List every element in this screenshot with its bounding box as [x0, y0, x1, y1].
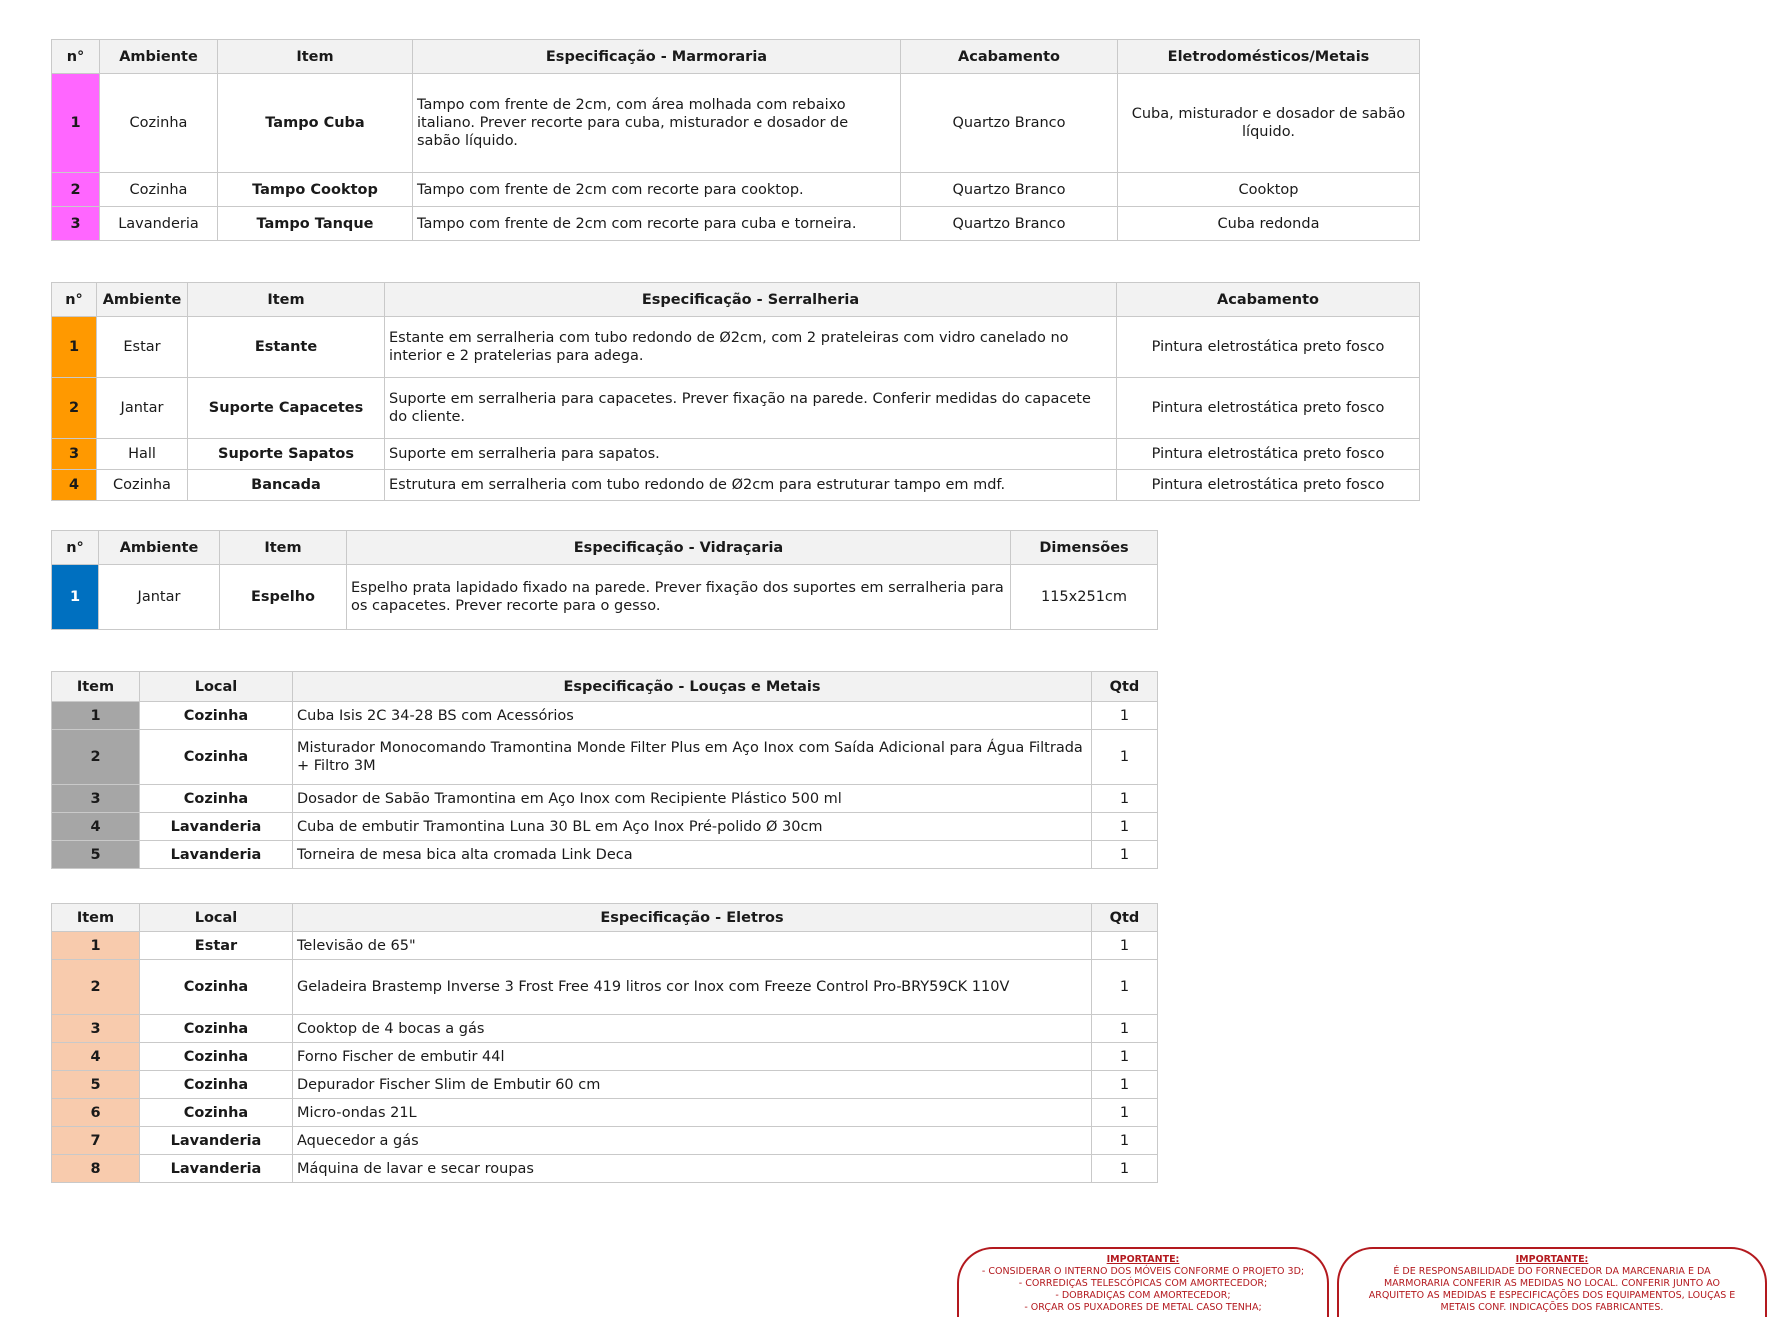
acabamento-cell: Pintura eletrostática preto fosco	[1117, 470, 1420, 501]
item-number: 3	[52, 785, 140, 813]
item-cell: Tampo Tanque	[218, 207, 413, 241]
table-row	[52, 1099, 1158, 1127]
acabamento-cell: Quartzo Branco	[901, 173, 1118, 207]
header-especificacao: Especificação - Louças e Metais	[293, 672, 1092, 702]
table-row	[52, 173, 1420, 207]
header-n: n°	[52, 40, 100, 74]
header-ambiente: Ambiente	[99, 531, 220, 565]
table-row	[52, 74, 1420, 173]
local-cell: Cozinha	[140, 785, 293, 813]
spec-cell: Tampo com frente de 2cm, com área molhada com rebaixo italiano. Prever recorte para cuba, misturador e dosador de sabão líquido.	[413, 74, 901, 173]
qtd-cell: 1	[1092, 1127, 1158, 1155]
table-row	[52, 813, 1158, 841]
ambiente-cell: Estar	[97, 317, 188, 378]
local-cell: Lavanderia	[140, 813, 293, 841]
local-cell: Cozinha	[140, 1015, 293, 1043]
spec-cell: Geladeira Brastemp Inverse 3 Frost Free 419 litros cor Inox com Freeze Control Pro-BRY59CK 110V	[293, 960, 1092, 1015]
qtd-cell: 1	[1092, 1015, 1158, 1043]
note-line: - CORREDIÇAS TELESCÓPICAS COM AMORTECEDOR;	[1018, 1278, 1268, 1289]
header-acabamento: Acabamento	[1117, 283, 1420, 317]
qtd-cell: 1	[1092, 813, 1158, 841]
table-row	[52, 1043, 1158, 1071]
qtd-cell: 1	[1092, 1071, 1158, 1099]
local-cell: Cozinha	[140, 1099, 293, 1127]
spec-cell: Aquecedor a gás	[293, 1127, 1092, 1155]
spec-cell: Suporte em serralheria para sapatos.	[385, 439, 1117, 470]
spec-cell: Micro-ondas 21L	[293, 1099, 1092, 1127]
header-item: Item	[52, 672, 140, 702]
table-header-row	[52, 672, 1158, 702]
local-cell: Cozinha	[140, 730, 293, 785]
local-cell: Lavanderia	[140, 1127, 293, 1155]
table-row	[52, 841, 1158, 869]
item-cell: Tampo Cuba	[218, 74, 413, 173]
acabamento-cell: Quartzo Branco	[901, 207, 1118, 241]
row-number: 2	[52, 173, 100, 207]
vidracaria-table	[51, 530, 1158, 630]
acabamento-cell: Pintura eletrostática preto fosco	[1117, 378, 1420, 439]
ambiente-cell: Cozinha	[100, 173, 218, 207]
ambiente-cell: Jantar	[99, 565, 220, 630]
note-line: ARQUITETO AS MEDIDAS E ESPECIFICAÇÕES DOS EQUIPAMENTOS, LOUÇAS E	[1368, 1290, 1736, 1301]
header-item: Item	[220, 531, 347, 565]
spec-cell: Tampo com frente de 2cm com recorte para cuba e torneira.	[413, 207, 901, 241]
item-number: 3	[52, 1015, 140, 1043]
table-row	[52, 565, 1158, 630]
note-line: É DE RESPONSABILIDADE DO FORNECEDOR DA MARCENARIA E DA	[1393, 1266, 1711, 1277]
table-row	[52, 932, 1158, 960]
qtd-cell: 1	[1092, 702, 1158, 730]
qtd-cell: 1	[1092, 730, 1158, 785]
local-cell: Lavanderia	[140, 1155, 293, 1183]
table-header-row	[52, 531, 1158, 565]
qtd-cell: 1	[1092, 932, 1158, 960]
header-ambiente: Ambiente	[100, 40, 218, 74]
header-item: Item	[52, 904, 140, 932]
table-row	[52, 1127, 1158, 1155]
table-row	[52, 960, 1158, 1015]
item-cell: Suporte Sapatos	[188, 439, 385, 470]
row-number: 3	[52, 439, 97, 470]
header-eletro-metais: Eletrodomésticos/Metais	[1118, 40, 1420, 74]
item-number: 4	[52, 1043, 140, 1071]
table-row	[52, 207, 1420, 241]
table-row	[52, 378, 1420, 439]
table-row	[52, 1071, 1158, 1099]
qtd-cell: 1	[1092, 785, 1158, 813]
spec-cell: Máquina de lavar e secar roupas	[293, 1155, 1092, 1183]
marmoraria-table	[51, 39, 1420, 241]
row-number: 2	[52, 378, 97, 439]
table-row	[52, 439, 1420, 470]
spec-cell: Espelho prata lapidado fixado na parede. Prever fixação dos suportes em serralheria para os capacetes. Prever recorte para o gesso.	[347, 565, 1011, 630]
table-header-row	[52, 283, 1420, 317]
header-qtd: Qtd	[1092, 904, 1158, 932]
ambiente-cell: Cozinha	[100, 74, 218, 173]
table-row	[52, 1015, 1158, 1043]
item-cell: Estante	[188, 317, 385, 378]
item-number: 5	[52, 841, 140, 869]
header-especificacao: Especificação - Serralheria	[385, 283, 1117, 317]
header-dimensoes: Dimensões	[1011, 531, 1158, 565]
item-number: 2	[52, 960, 140, 1015]
dimensoes-cell: 115x251cm	[1011, 565, 1158, 630]
qtd-cell: 1	[1092, 1099, 1158, 1127]
ambiente-cell: Lavanderia	[100, 207, 218, 241]
note-title: IMPORTANTE:	[1106, 1254, 1180, 1265]
row-number: 3	[52, 207, 100, 241]
local-cell: Estar	[140, 932, 293, 960]
header-especificacao: Especificação - Eletros	[293, 904, 1092, 932]
note-line: MARMORARIA CONFERIR AS MEDIDAS NO LOCAL. CONFERIR JUNTO AO	[1383, 1278, 1721, 1289]
item-number: 8	[52, 1155, 140, 1183]
spec-cell: Torneira de mesa bica alta cromada Link Deca	[293, 841, 1092, 869]
header-especificacao: Especificação - Vidraçaria	[347, 531, 1011, 565]
acabamento-cell: Quartzo Branco	[901, 74, 1118, 173]
row-number: 1	[52, 74, 100, 173]
header-n: n°	[52, 283, 97, 317]
table-row	[52, 317, 1420, 378]
header-item: Item	[218, 40, 413, 74]
item-cell: Tampo Cooktop	[218, 173, 413, 207]
header-local: Local	[140, 672, 293, 702]
table-row	[52, 470, 1420, 501]
local-cell: Cozinha	[140, 1043, 293, 1071]
item-cell: Suporte Capacetes	[188, 378, 385, 439]
note-line: - CONSIDERAR O INTERNO DOS MÓVEIS CONFORME O PROJETO 3D;	[981, 1266, 1305, 1277]
spec-cell: Misturador Monocomando Tramontina Monde Filter Plus em Aço Inox com Saída Adicional para Água Filtrada + Filtro 3M	[293, 730, 1092, 785]
ambiente-cell: Hall	[97, 439, 188, 470]
table-row	[52, 730, 1158, 785]
table-header-row	[52, 904, 1158, 932]
row-number: 1	[52, 317, 97, 378]
table-header-row	[52, 40, 1420, 74]
row-number: 1	[52, 565, 99, 630]
local-cell: Cozinha	[140, 702, 293, 730]
local-cell: Cozinha	[140, 1071, 293, 1099]
qtd-cell: 1	[1092, 1043, 1158, 1071]
item-cell: Espelho	[220, 565, 347, 630]
table-row	[52, 702, 1158, 730]
spec-cell: Cooktop de 4 bocas a gás	[293, 1015, 1092, 1043]
item-number: 6	[52, 1099, 140, 1127]
item-number: 1	[52, 932, 140, 960]
qtd-cell: 1	[1092, 841, 1158, 869]
serralheria-table	[51, 282, 1420, 501]
item-number: 2	[52, 730, 140, 785]
spec-cell: Cuba Isis 2C 34-28 BS com Acessórios	[293, 702, 1092, 730]
note-line: METAIS CONF. INDICAÇÕES DOS FABRICANTES.	[1440, 1302, 1664, 1313]
item-number: 1	[52, 702, 140, 730]
eletro-cell: Cooktop	[1118, 173, 1420, 207]
qtd-cell: 1	[1092, 960, 1158, 1015]
loucas-metais-table	[51, 671, 1158, 869]
table-row	[52, 785, 1158, 813]
header-acabamento: Acabamento	[901, 40, 1118, 74]
spec-cell: Tampo com frente de 2cm com recorte para cooktop.	[413, 173, 901, 207]
ambiente-cell: Cozinha	[97, 470, 188, 501]
local-cell: Cozinha	[140, 960, 293, 1015]
spec-cell: Forno Fischer de embutir 44l	[293, 1043, 1092, 1071]
important-note-furniture	[957, 1247, 1329, 1317]
header-qtd: Qtd	[1092, 672, 1158, 702]
spec-cell: Estrutura em serralheria com tubo redondo de Ø2cm para estruturar tampo em mdf.	[385, 470, 1117, 501]
eletro-cell: Cuba, misturador e dosador de sabão líquido.	[1118, 74, 1420, 173]
eletros-table	[51, 903, 1158, 1183]
table-row	[52, 1155, 1158, 1183]
local-cell: Lavanderia	[140, 841, 293, 869]
spec-cell: Televisão de 65"	[293, 932, 1092, 960]
header-ambiente: Ambiente	[97, 283, 188, 317]
item-number: 7	[52, 1127, 140, 1155]
note-title: IMPORTANTE:	[1515, 1254, 1589, 1265]
spec-cell: Dosador de Sabão Tramontina em Aço Inox com Recipiente Plástico 500 ml	[293, 785, 1092, 813]
ambiente-cell: Jantar	[97, 378, 188, 439]
header-item: Item	[188, 283, 385, 317]
header-local: Local	[140, 904, 293, 932]
spec-cell: Cuba de embutir Tramontina Luna 30 BL em Aço Inox Pré-polido Ø 30cm	[293, 813, 1092, 841]
spec-cell: Suporte em serralheria para capacetes. Prever fixação na parede. Conferir medidas do capacete do cliente.	[385, 378, 1117, 439]
header-especificacao: Especificação - Marmoraria	[413, 40, 901, 74]
item-number: 5	[52, 1071, 140, 1099]
spec-cell: Estante em serralheria com tubo redondo de Ø2cm, com 2 prateleiras com vidro canelado no interior e 2 pratelerias para adega.	[385, 317, 1117, 378]
eletro-cell: Cuba redonda	[1118, 207, 1420, 241]
qtd-cell: 1	[1092, 1155, 1158, 1183]
important-note-supplier	[1337, 1247, 1767, 1317]
item-number: 4	[52, 813, 140, 841]
spec-cell: Depurador Fischer Slim de Embutir 60 cm	[293, 1071, 1092, 1099]
row-number: 4	[52, 470, 97, 501]
header-n: n°	[52, 531, 99, 565]
item-cell: Bancada	[188, 470, 385, 501]
note-line: - ORÇAR OS PUXADORES DE METAL CASO TENHA;	[1024, 1302, 1262, 1313]
acabamento-cell: Pintura eletrostática preto fosco	[1117, 317, 1420, 378]
acabamento-cell: Pintura eletrostática preto fosco	[1117, 439, 1420, 470]
note-line: - DOBRADIÇAS COM AMORTECEDOR;	[1055, 1290, 1231, 1301]
